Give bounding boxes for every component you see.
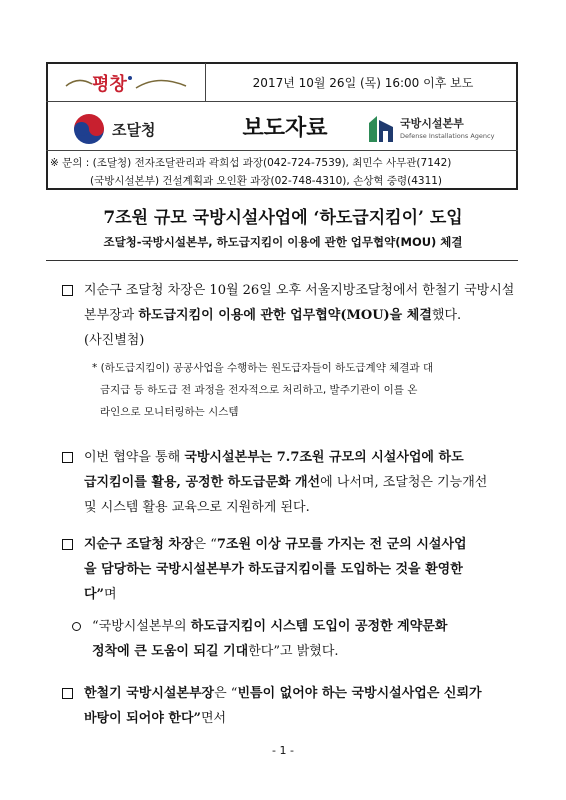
taegeuk-icon — [74, 114, 104, 144]
paragraph-1-line-2: 본부장과 하도급지킴이 이용에 관한 업무협약(MOU)을 체결했다. — [84, 308, 462, 323]
paragraph-2-line-3: 및 시스템 활용 교육으로 지원하게 된다. — [84, 500, 310, 515]
paragraph-2-line-2: 급지킴이를 활용, 공정한 하도급문화 개선에 나서며, 조달청은 기능개선 — [84, 475, 488, 490]
paragraph-5-line-2: 바탕이 되어야 한다”면서 — [84, 711, 227, 726]
brand-text: 평창 — [92, 74, 127, 95]
footnote-line-1: * (하도급지킴이) 공공사업을 수행하는 원도급자들이 하도급계약 체결과 대 — [92, 362, 434, 374]
page-number: - 1 - — [272, 744, 294, 757]
paragraph-4-line-2: 정착에 큰 도움이 되길 기대한다”고 밝혔다. — [92, 644, 339, 659]
circle-bullet-icon — [72, 622, 81, 631]
paragraph-4-line-1: “국방시설본부의 하도급지킴이 시스템 도입이 공정한 계약문화 — [92, 619, 448, 634]
building-icon — [368, 115, 394, 143]
checkbox-bullet-icon — [62, 452, 73, 463]
checkbox-bullet-icon — [62, 539, 73, 550]
pps-logo — [74, 112, 194, 146]
checkbox-bullet-icon — [62, 285, 73, 296]
dia-name: 국방시설본부 — [400, 117, 464, 130]
press-release-label: 보도자료 — [242, 116, 328, 141]
dia-logo — [368, 112, 514, 146]
headline: 7조원 규모 국방시설사업에 ‘하도급지킴이’ 도입 — [103, 208, 463, 228]
paragraph-3-line-3: 다”며 — [84, 587, 117, 602]
contact-line-1: ※ 문의 : (조달청) 전자조달관리과 곽희섭 과장(042-724-7539), 최민수 사무관(7142) — [50, 157, 452, 169]
dia-english-name: Defense Installations Agency — [400, 132, 495, 140]
paragraph-2-line-1: 이번 협약을 통해 국방시설본부는 7.7조원 규모의 시설사업에 하도 — [84, 450, 464, 465]
paragraph-5-line-1: 한철기 국방시설본부장은 “빈틈이 없어야 하는 국방시설사업은 신뢰가 — [84, 686, 482, 701]
contact-line-2: (국방시설본부) 건설계획과 오인환 과장(02-748-4310), 손상혁 중령(4311) — [90, 175, 443, 187]
pyeongchang-logo — [58, 68, 208, 98]
pps-name: 조달청 — [112, 120, 156, 139]
paragraph-1-line-3: (사진별첨) — [84, 333, 145, 348]
paragraph-3-line-1: 지순구 조달청 차장은 “7조원 이상 규모를 가지는 전 군의 시설사업 — [84, 537, 467, 552]
checkbox-bullet-icon — [62, 688, 73, 699]
footnote-line-2: 금지급 등 하도급 전 과정을 전자적으로 처리하고, 발주기관이 이를 온 — [100, 384, 418, 396]
footnote-line-3: 라인으로 모니터링하는 시스템 — [100, 406, 239, 418]
paragraph-3-line-2: 을 담당하는 국방시설본부가 하도급지킴이를 도입하는 것을 환영한 — [84, 562, 463, 577]
header-divider-1 — [46, 101, 518, 102]
paragraph-1-line-1: 지순구 조달청 차장은 10월 26일 오후 서울지방조달청에서 한철기 국방시설 — [84, 283, 515, 298]
subheadline: 조달청-국방시설본부, 하도급지킴이 이용에 관한 업무협약(MOU) 체결 — [103, 235, 463, 249]
embargo-date: 2017년 10월 26일 (목) 16:00 이후 보도 — [252, 76, 474, 90]
title-rule — [46, 260, 518, 261]
